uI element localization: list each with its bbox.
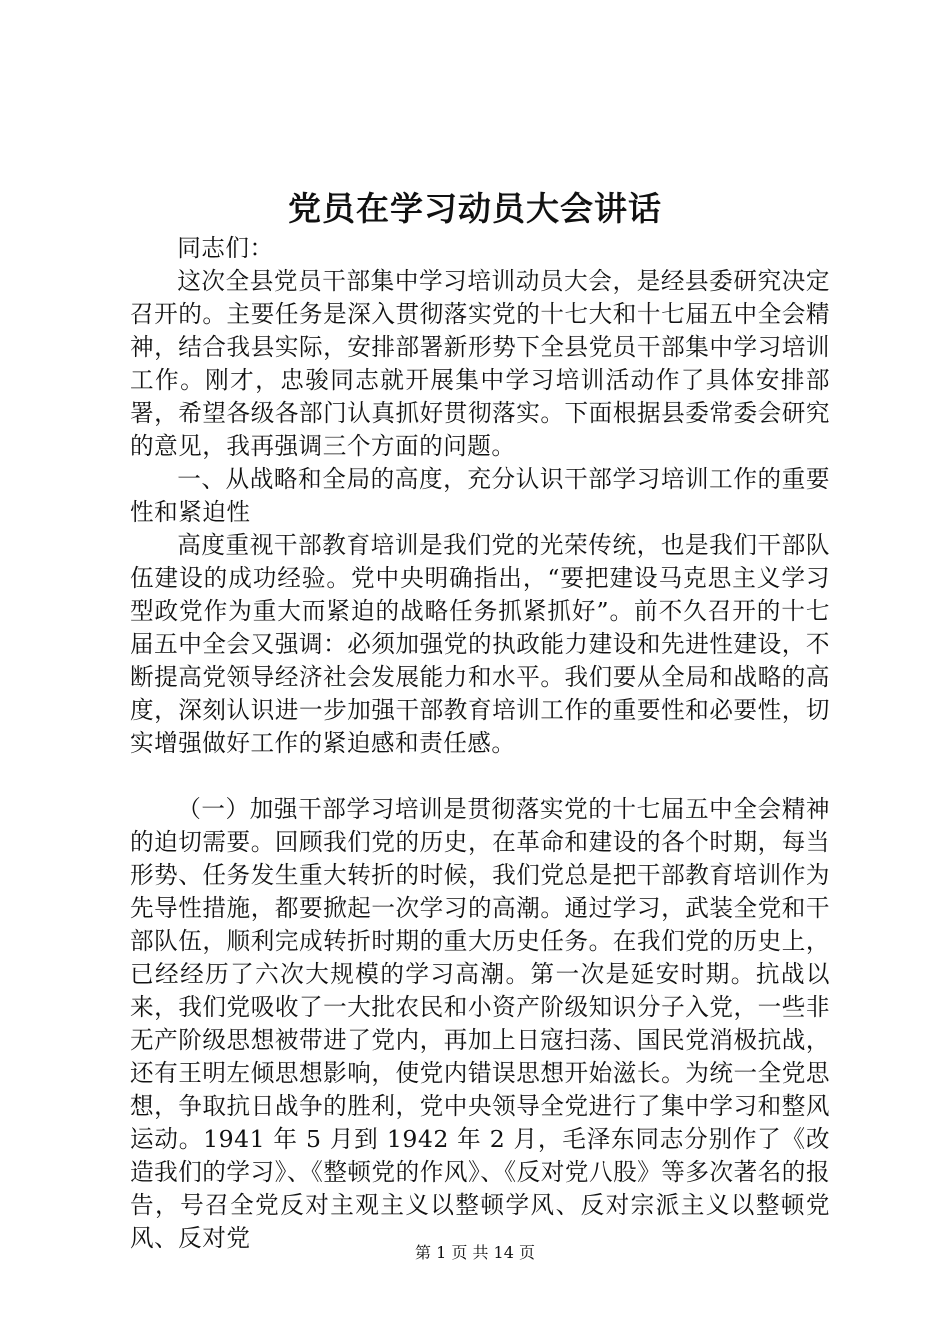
document-body bbox=[130, 232, 830, 1255]
body-paragraph: 高度重视干部教育培训是我们党的光荣传统，也是我们干部队伍建设的成功经验。党中央明确指出，“要把建设马克思主义学习型政党作为重大而紧迫的战略任务抓紧抓好”。前不久召开的十七届五中全会又强调：必须加强党的执政能力建设和先进性建设，不断提高党领导经济社会发展能力和水平。我们要从全局和战略的高度，深刻认识进一步加强干部教育培训工作的重要性和必要性，切实增强做好工作的紧迫感和责任感。 bbox=[130, 531, 830, 757]
intro-paragraph: 这次全县党员干部集中学习培训动员大会，是经县委研究决定召开的。主要任务是深入贯彻落实党的十七大和十七届五中全会精神，结合我县实际，安排部署新形势下全县党员干部集中学习培训工作。刚才，忠骏同志就开展集中学习培训活动作了具体安排部署，希望各级各部门认真抓好贯彻落实。下面根据县委常委会研究的意见，我再强调三个方面的问题。 bbox=[130, 267, 830, 460]
body-paragraph: （一）加强干部学习培训是贯彻落实党的十七届五中全会精神的迫切需要。回顾我们党的历史，在革命和建设的各个时期，每当形势、任务发生重大转折的时候，我们党总是把干部教育培训作为先导性措施，都要掀起一次学习的高潮。通过学习，武装全党和干部队伍，顺利完成转折时期的重大历史任务。在我们党的历史上，已经经历了六次大规模的学习高潮。第一次是延安时期。抗战以来，我们党吸收了一大批农民和小资产阶级知识分子入党，一些非无产阶级思想被带进了党内，再加上日寇扫荡、国民党消极抗战，还有王明左倾思想影响，使党内错误思想开始滋长。为统一全党思想，争取抗日战争的胜利，党中央领导全党进行了集中学习和整风运动。1941 年 5 月到 1942 年 2 月，毛泽东同志分别作了《改造我们的学习》、《整顿党的作风》、《反对党八股》等多次著名的报告，号召全党反对主观主义以整顿学风、反对宗派主义以整顿党风、反对党 bbox=[130, 795, 830, 1252]
page-footer: 第 1 页 共 14 页 bbox=[415, 1243, 535, 1262]
page-title: 党员在学习动员大会讲话 bbox=[288, 189, 662, 228]
section-heading-paragraph: 一、从战略和全局的高度，充分认识干部学习培训工作的重要性和紧迫性 bbox=[130, 465, 830, 526]
salutation-paragraph: 同志们： bbox=[177, 234, 274, 262]
